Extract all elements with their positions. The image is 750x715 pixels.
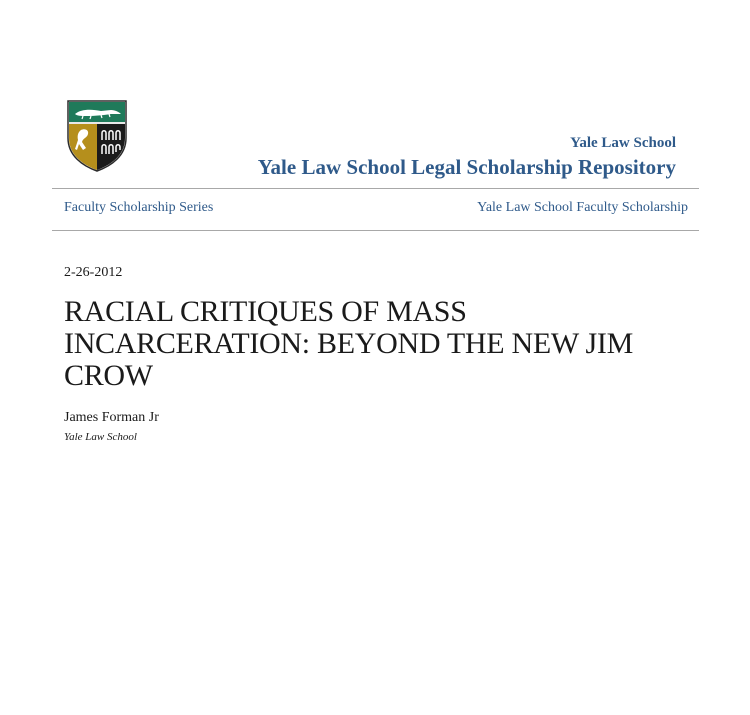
yale-law-shield-icon [67,100,127,172]
repository-name: Yale Law School Legal Scholarship Repository [257,155,676,179]
bottom-divider [52,230,699,231]
author-affiliation: Yale Law School [64,431,137,443]
top-divider [52,188,699,189]
collection-link[interactable]: Yale Law School Faculty Scholarship [477,200,688,215]
author-name: James Forman Jr [64,410,159,425]
publication-date: 2-26-2012 [64,265,123,280]
series-link[interactable]: Faculty Scholarship Series [64,200,214,215]
article-title: RACIAL CRITIQUES OF MASS INCARCERATION: BEYOND THE NEW JIM CROW [64,295,633,392]
repository-header [258,134,676,180]
collection-links [64,200,688,216]
institution-name: Yale Law School [570,135,676,151]
